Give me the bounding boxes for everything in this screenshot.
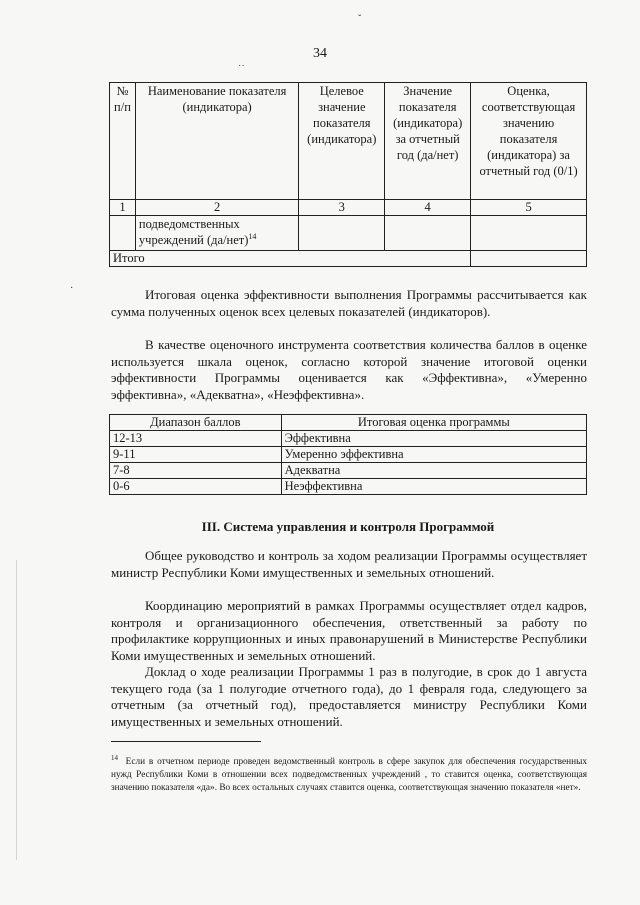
total-value <box>471 251 587 267</box>
scan-edge-line <box>16 560 17 860</box>
footnote-text: Если в отчетном периоде проведен ведомственный контроль в сфере закупок для обеспечения государственных нужд Республики Коми в отношении всех подведомственных учреждений , то ставится оценка, соответствующая значению показателя «да». Во всех остальных случаях ставится оценка, соответствующая значению показателя «нет». <box>111 757 587 794</box>
header-indicator-name: Наименование показателя (индикатора) <box>135 83 298 200</box>
indicator-row-text: подведомственных учреждений $(да/нет)^{14}$ <box>135 216 298 251</box>
table-cell <box>299 216 385 251</box>
table-cell <box>385 216 471 251</box>
paragraph-report: Доклад о ходе реализации Программы 1 раз в полугодие, в срок до 1 августа текущего года (за 1 полугодие отчетного года), до 1 февраля года, следующего за отчетным (за отчетный год), предоставляется министру Республики Коми имущественных и земельных отношений. <box>111 664 587 729</box>
scan-speck: ˇ <box>358 14 362 25</box>
rating-scale-table <box>109 414 587 495</box>
program-rating: Неэффективна <box>281 479 586 495</box>
header-score-range: Диапазон баллов <box>110 415 282 431</box>
header-program-rating: Итоговая оценка программы <box>281 415 586 431</box>
paragraph-total-score: Итоговая оценка эффективности выполнения Программы рассчитывается как сумма полученных оценок всех целевых показателей (индикаторов). <box>111 287 587 319</box>
footnote-ref: 14 <box>248 231 257 241</box>
header-target-value: Целевое значение показателя (индикатора) <box>299 83 385 200</box>
column-number: 4 <box>385 200 471 216</box>
score-range: 12-13 <box>110 431 282 447</box>
footnote-separator <box>111 741 261 742</box>
program-rating: Эффективна <box>281 431 586 447</box>
scan-speck: ˙˙ <box>238 64 245 75</box>
table-row <box>110 463 587 479</box>
header-score: Оценка, соответствующая значению показателя (индикатора) за отчетный год (0/1) <box>471 83 587 200</box>
paragraph-rating-scale: В качестве оценочного инструмента соответствия количества баллов в оценке используется шкала оценок, согласно которой значение итоговой оценки эффективности Программы оценивается как «Эффективна», «Умеренно эффективна», «Адекватна», «Неэффективна». <box>111 337 587 402</box>
header-number: № п/п <box>110 83 136 200</box>
paragraph-general-management: Общее руководство и контроль за ходом реализации Программы осуществляет министр Республики Коми имущественных и земельных отношений. <box>111 548 587 580</box>
table-row <box>110 431 587 447</box>
table-cell <box>110 216 136 251</box>
page-number: 34 <box>313 46 327 61</box>
column-number: 1 <box>110 200 136 216</box>
footnote <box>111 752 587 795</box>
program-rating: Умеренно эффективна <box>281 447 586 463</box>
column-number: 2 <box>135 200 298 216</box>
program-rating: Адекватна <box>281 463 586 479</box>
score-range: 7-8 <box>110 463 282 479</box>
paragraph-coordination: Координацию мероприятий в рамках Программы осуществляет отдел кадров, контроля и организационного обеспечения, ответственный за работу по профилактике коррупционных и иных правонарушений в Министерстве Республики Коми имущественных и земельных отношений. <box>111 598 587 663</box>
table-row <box>110 447 587 463</box>
indicator-table <box>109 82 587 267</box>
table-row <box>110 479 587 495</box>
score-range: 9-11 <box>110 447 282 463</box>
table-cell <box>471 216 587 251</box>
scan-speck: · <box>70 283 74 294</box>
header-reported-value: Значение показателя (индикатора) за отчетный год (да/нет) <box>385 83 471 200</box>
total-label: Итого <box>110 251 471 267</box>
footnote-number: 14 <box>111 754 118 762</box>
section-title: III. Система управления и контроля Программой <box>201 519 495 534</box>
column-number: 5 <box>471 200 587 216</box>
score-range: 0-6 <box>110 479 282 495</box>
column-number: 3 <box>299 200 385 216</box>
